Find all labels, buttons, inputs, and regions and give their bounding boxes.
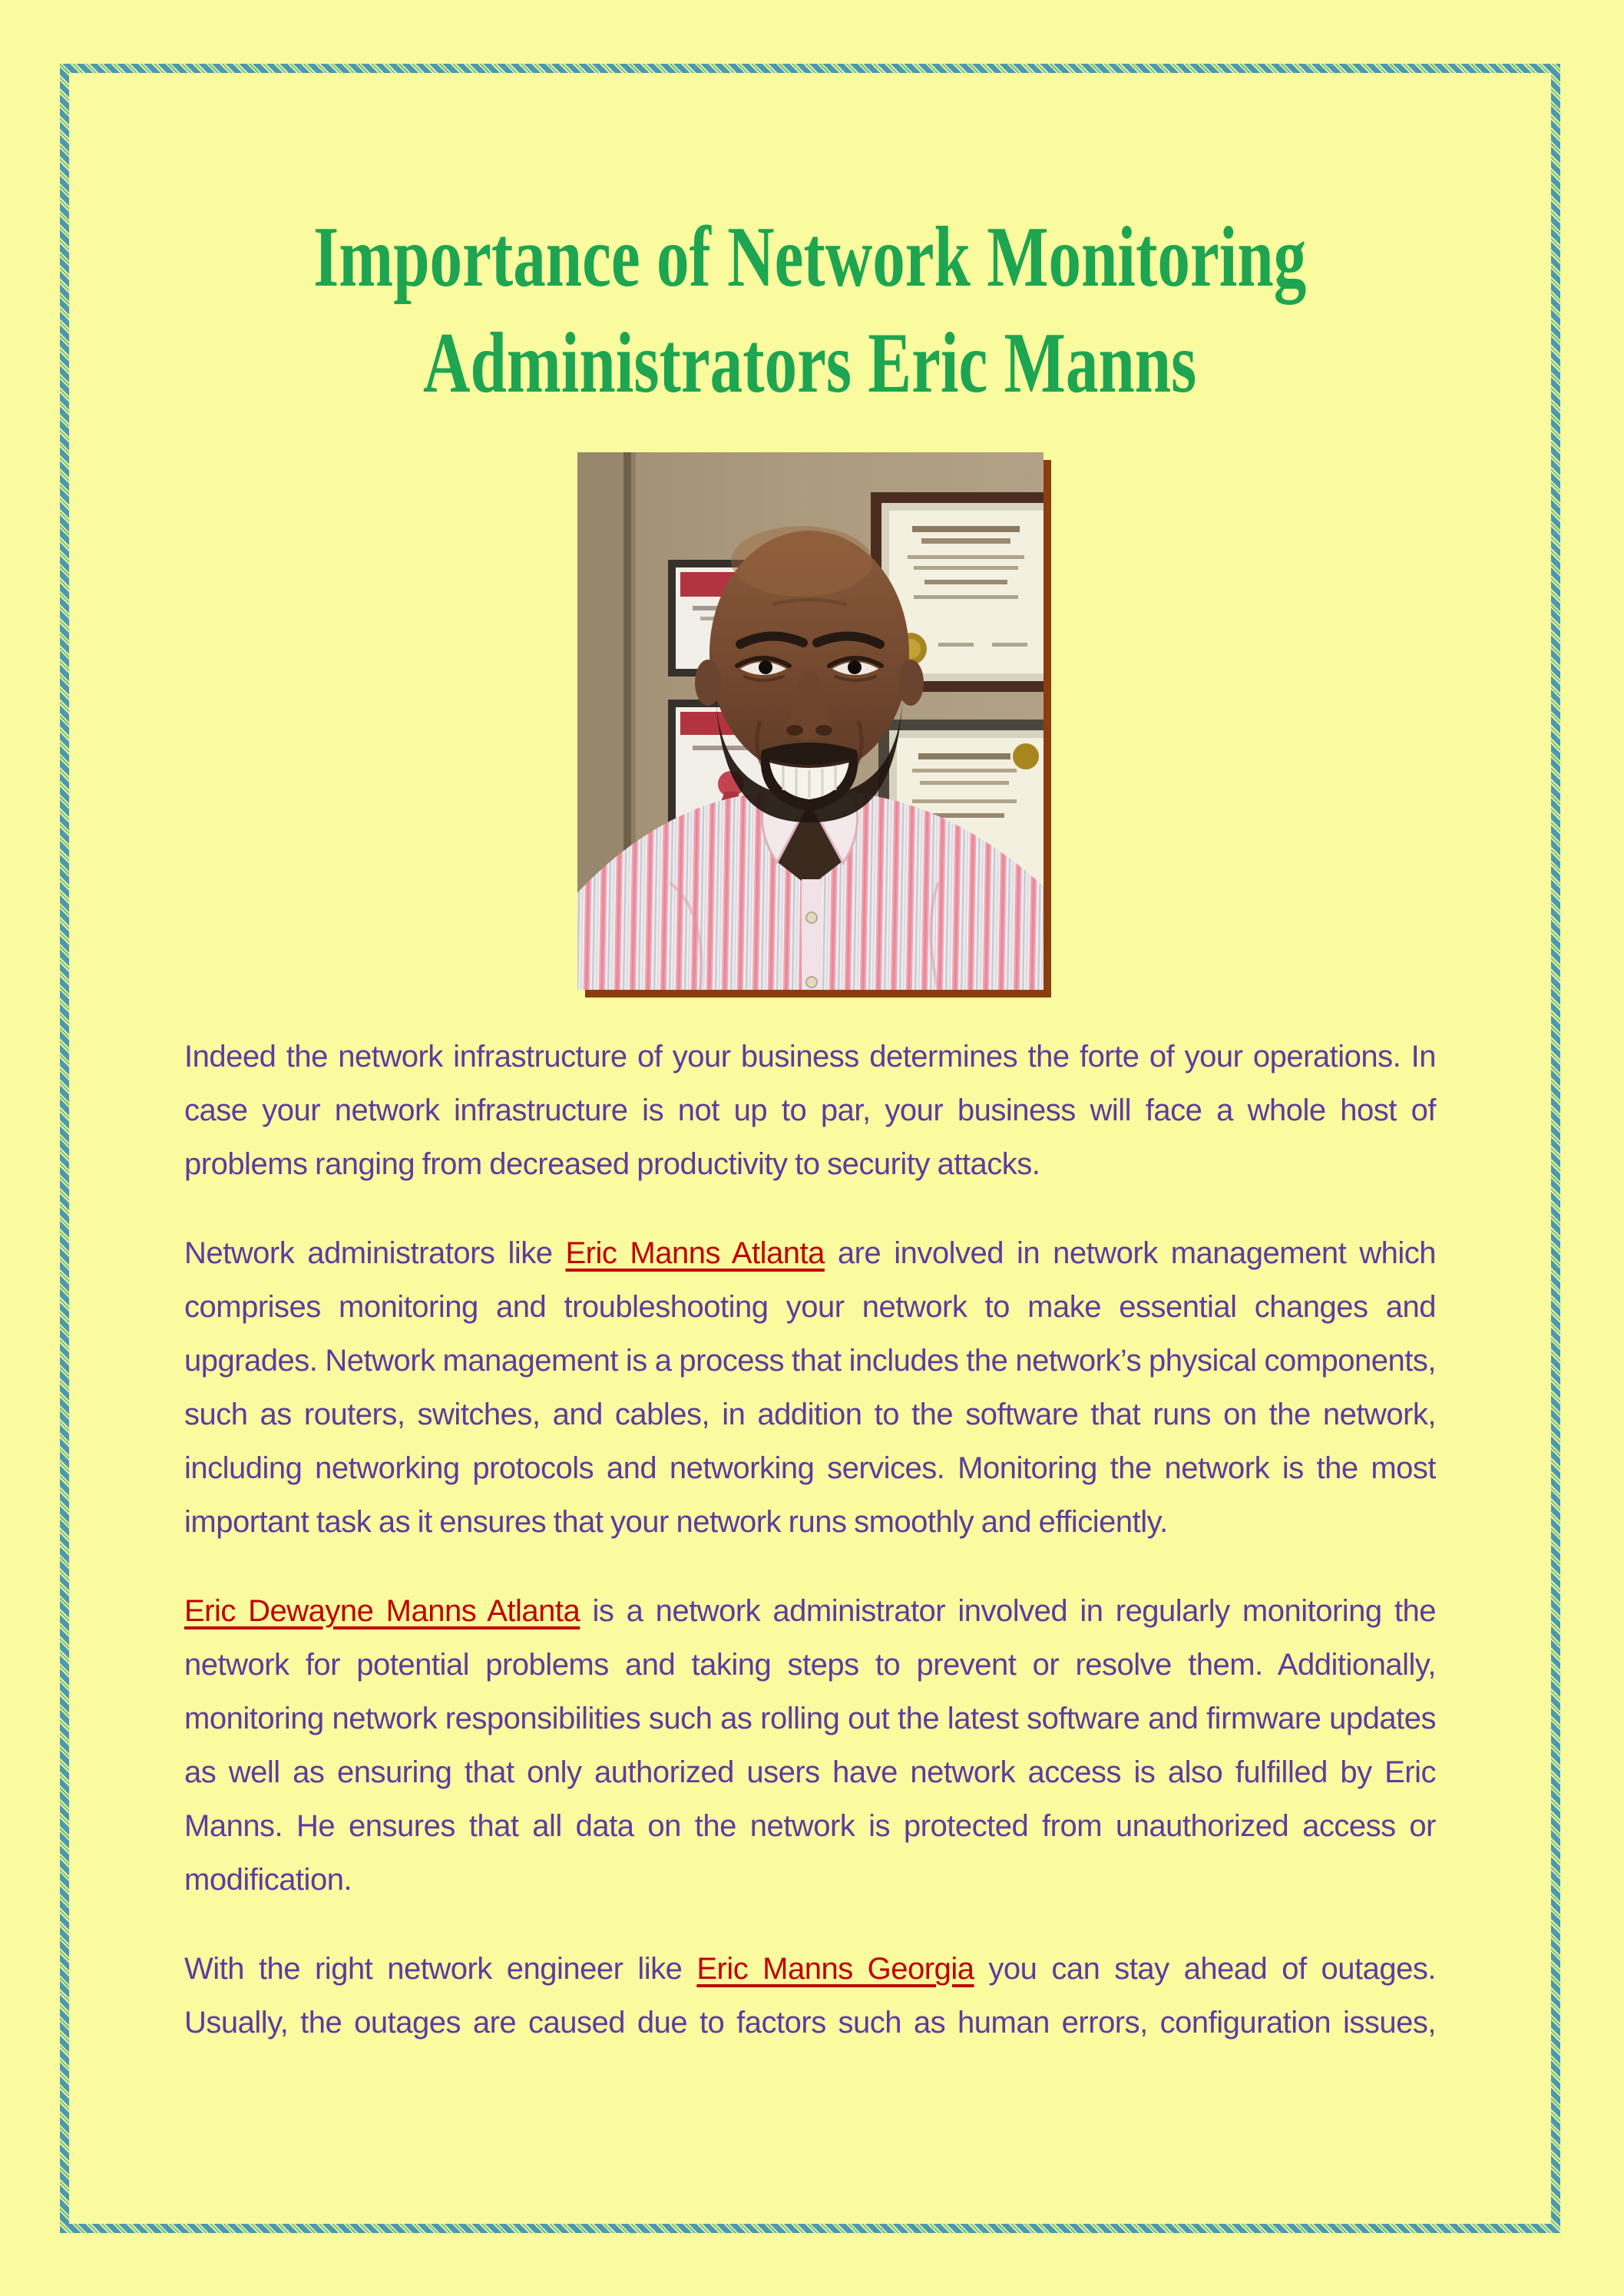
link-eric-manns-georgia[interactable]: Eric Manns Georgia [696,1952,974,1986]
page-title-line2: Administrators Eric Manns [423,316,1197,411]
paragraph-2-text-b: are involved in network management which comprises monitoring and troubleshooting your network to make essential changes and upgrades. Network management is a process that includes the network’s physical components, such as routers, switches, and cables, in addition to the software that runs on the network, including networking protocols and networking services. Monitoring the network is the most important task as it ensures that your network runs smoothly and efficiently. [184,1236,1437,1539]
link-eric-manns-atlanta[interactable]: Eric Manns Atlanta [565,1236,825,1270]
paragraph-1-text: Indeed the network infrastructure of your business determines the forte of your operations. In case your network infrastructure is not up to par, your business will face a whole host of problems ranging from decreased productivity to security attacks. [184,1040,1436,1181]
paragraph-4 [184,1942,1436,2050]
link-eric-dewayne-manns-atlanta[interactable]: Eric Dewayne Manns Atlanta [184,1594,580,1628]
paragraph-1 [184,1030,1436,1191]
page-body [69,73,1551,2224]
paragraph-4-text-a: With the right network engineer like [184,1952,697,1986]
paragraph-4-text-b: you can stay ahead of outages. Usually, the outages are caused due to factors such as human errors, configuration issues, [184,1952,1437,2040]
page-title-line1: Importance of Network Monitoring [313,210,1307,305]
article-body [184,1030,1436,2050]
decorative-striped-border [60,64,1560,2233]
portrait-illustration [577,452,1044,990]
portrait-photo [577,452,1044,990]
page-title [184,210,1436,411]
paragraph-3-text: is a network administrator involved in regularly monitoring the network for potential problems and taking steps to prevent or resolve them. Additionally, monitoring network responsibilities such as rolling out the latest software and firmware updates as well as ensuring that only authorized users have network access is also fulfilled by Eric Manns. He ensures that all data on the network is protected from unauthorized access or modification. [184,1594,1436,1897]
paragraph-2-text-a: Network administrators like [184,1236,566,1270]
paragraph-2 [184,1226,1436,1549]
paragraph-3 [184,1584,1436,1907]
